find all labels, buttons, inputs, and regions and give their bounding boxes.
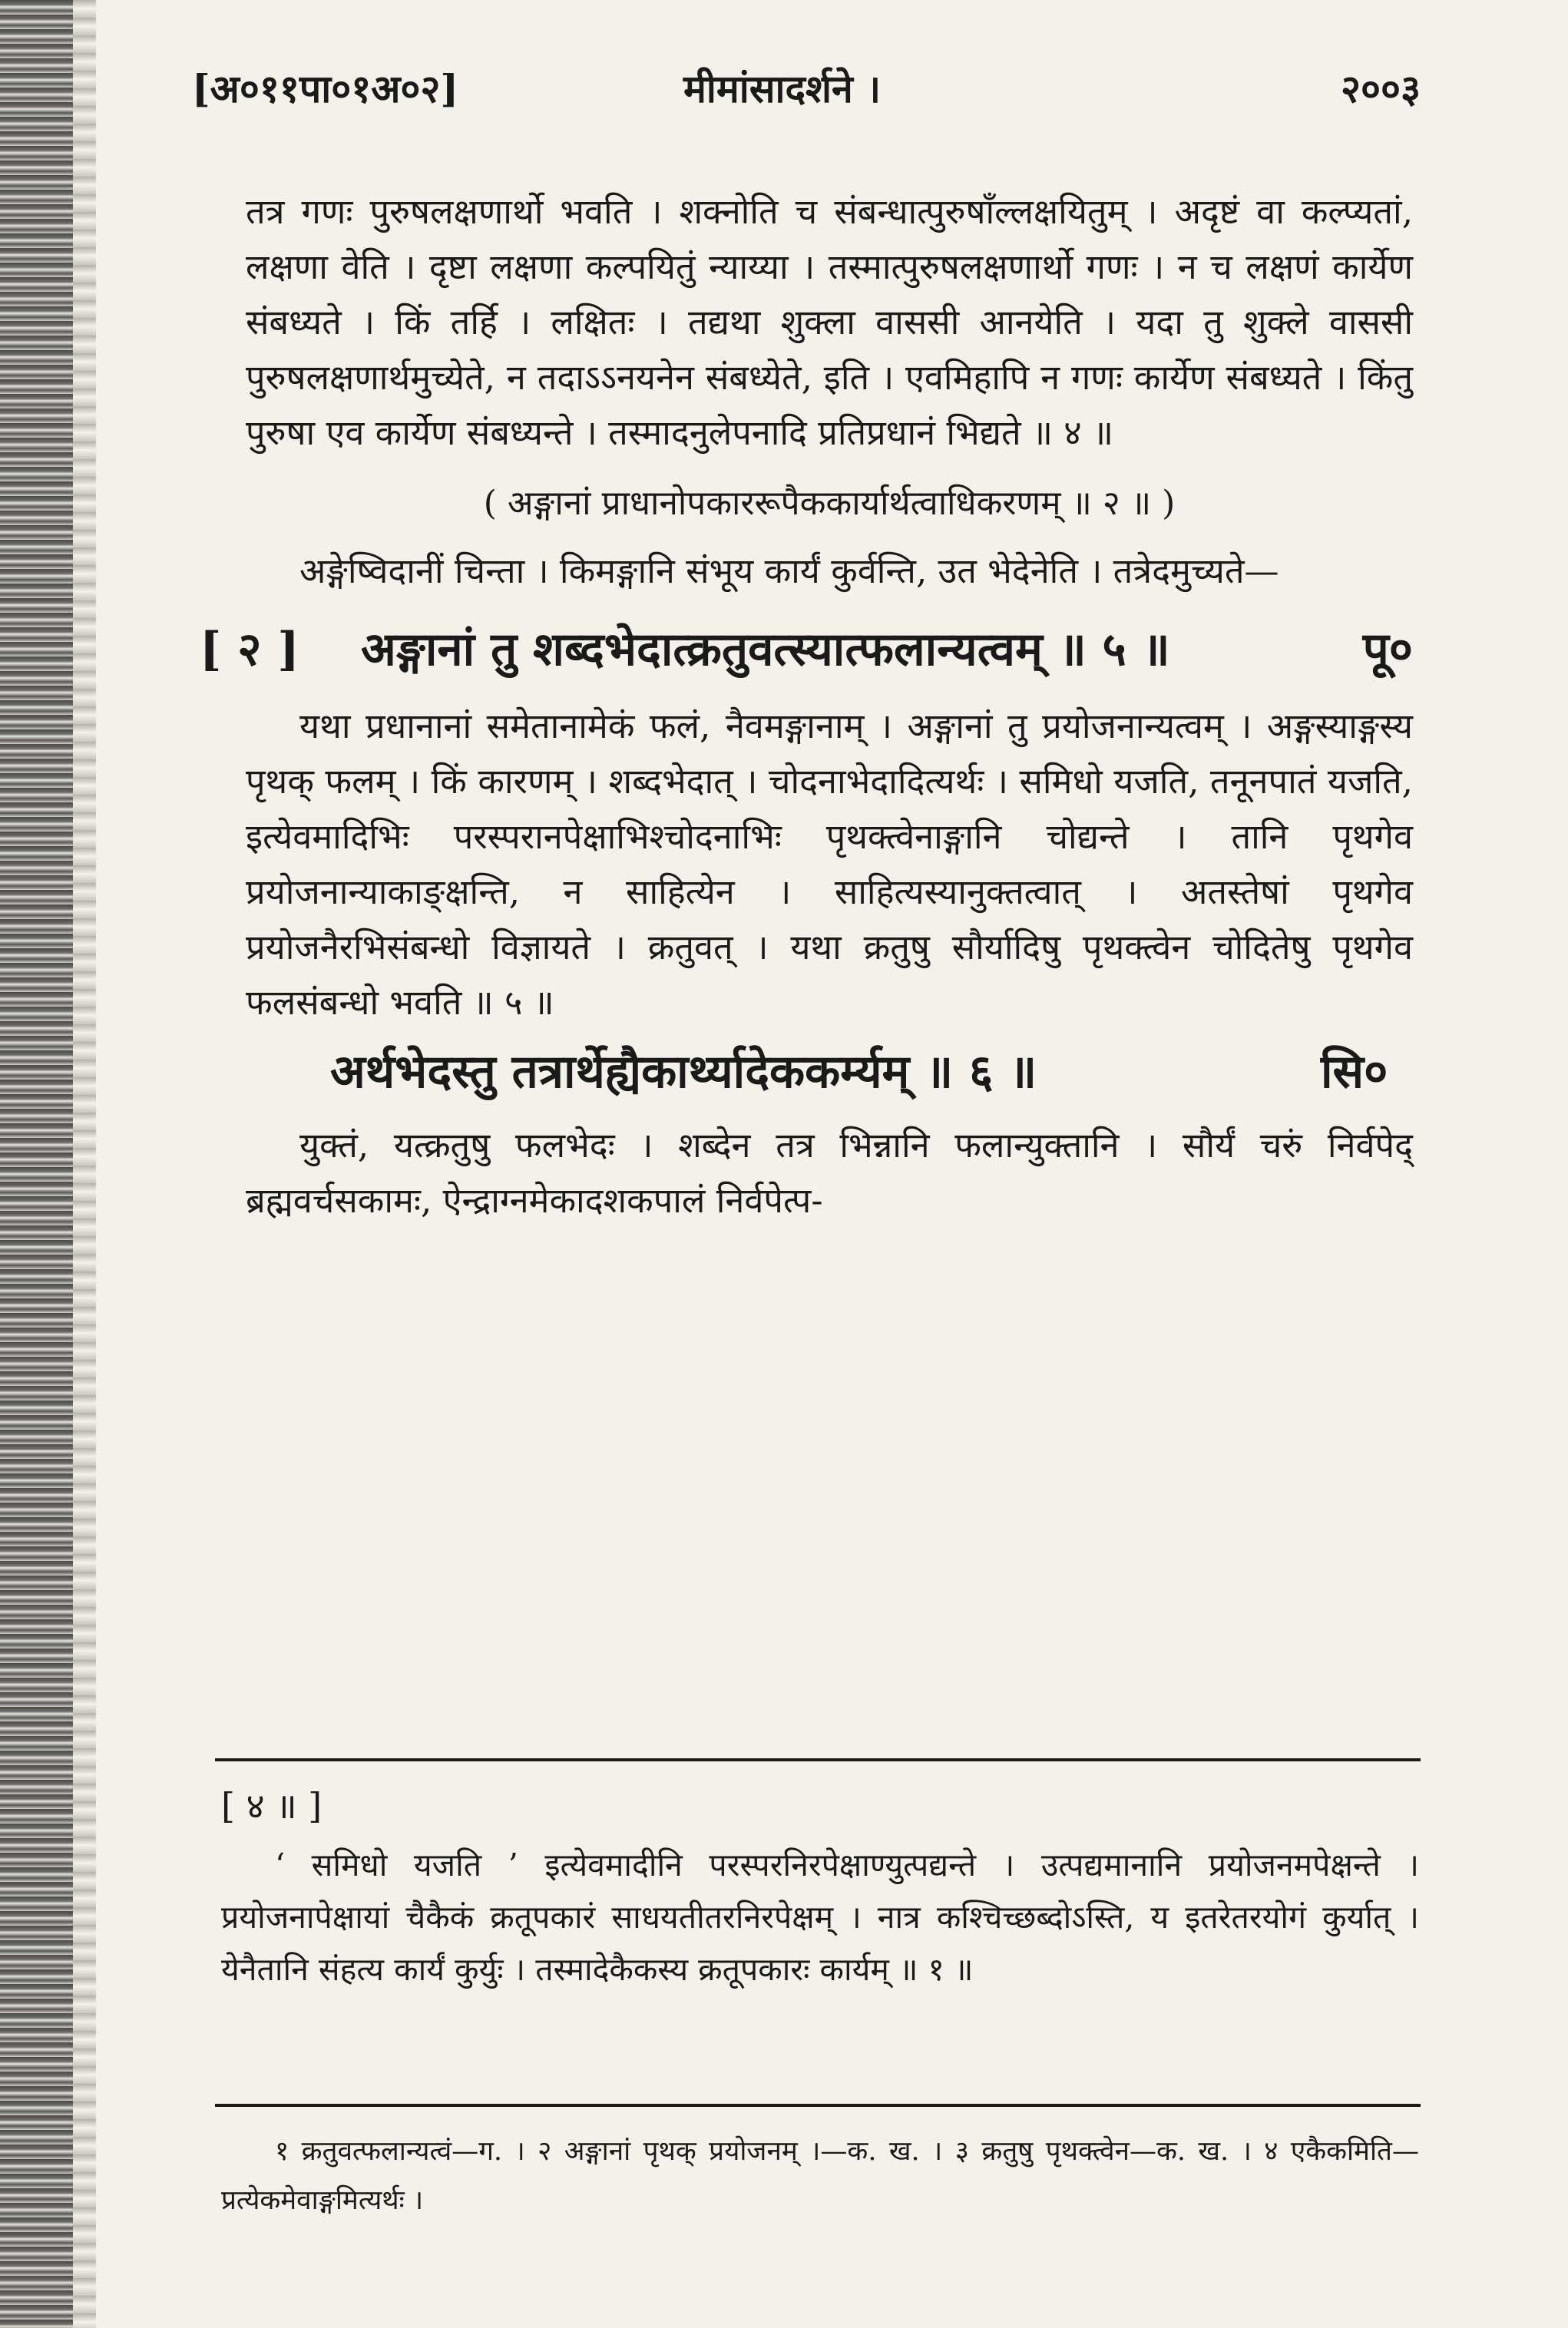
commentary-5: यथा प्रधानानां समेतानामेकं फलं, नैवमङ्गानाम् । अङ्गानां तु प्रयोजनान्यत्वम् । अङ्गस्याङ्गस्य पृथक् फलम् । किं कारणम् । शब्दभेदात् । चोदनाभेदादित्यर्थः । समिधो यजति, तनूनपातं यजति, इत्येवमादिभिः परस्परानपेक्षाभिश्चोदनाभिः पृथक्त्वेनाङ्गानि चोद्यन्ते । तानि पृथगेव प्रयोजनान्याकाङ्क्षन्ति, न साहित्येन । साहित्यस्यानुक्तत्वात् । अतस्तेषां पृथगेव प्रयोजनैरभिसंबन्धो विज्ञायते । क्रतुवत् । यथा क्रतुषु सौर्यादिषु पृथक्त्वेन चोदितेषु पृथगेव फलसंबन्धो भवति ॥ ५ ॥	[246, 706, 1413, 1023]
intro-paragraph: अङ्गेष्विदानीं चिन्ता । किमङ्गानि संभूय कार्यं कुर्वन्ति, उत भेदेनेति । तत्रेदमुच्यते—	[299, 551, 1279, 591]
section-title: ( अङ्गानां प्राधानोपकाररूपैककार्यार्थत्वाधिकरणम् ॥ २ ॥ )	[483, 484, 1176, 523]
note-label: [ ४ ॥ ]	[221, 1785, 323, 1827]
footnotes-text: १ क्रतुवत्फलान्यत्वं—ग. । २ अङ्गानां पृथक् प्रयोजनम् ।—क. ख. । ३ क्रतुषु पृथक्त्वेन—क. ख. । ४ एकैकमिति—प्रत्येकमेवाङ्गमित्यर्थः ।	[221, 2136, 1419, 2216]
header-title: मीमांसादर्शने ।	[683, 66, 882, 111]
footnotes-divider	[215, 2104, 1421, 2107]
running-header	[192, 61, 1421, 131]
sutra-5-number: [ २ ]	[200, 623, 299, 676]
book-spine-shadow	[0, 0, 73, 2328]
sutra-5-text: अङ्गानां तु शब्दभेदात्क्रतुवत्स्यात्फलान्यत्वम् ॥ ५ ॥	[361, 623, 1170, 676]
book-spine-fade	[73, 0, 96, 2328]
notes-divider	[215, 1758, 1421, 1761]
sutra-6-tag: सि०	[1321, 1045, 1388, 1099]
sutra-5-tag: पू०	[1362, 623, 1413, 676]
sutra-6-text: अर्थभेदस्तु तत्रार्थेह्यैकार्थ्यादेककर्म्यम् ॥ ६ ॥	[330, 1045, 1037, 1099]
footnotes-section	[221, 2127, 1419, 2225]
header-section-ref: [अ०११पा०१अ०२]	[192, 66, 459, 111]
page-number: २००३	[1341, 66, 1421, 111]
main-text	[200, 184, 1414, 1228]
commentary-6: युक्तं, यत्क्रतुषु फलभेदः । शब्देन तत्र भिन्नानि फलान्युक्तानि । सौर्यं चरुं निर्वपेद् ब्रह्मवर्चसकामः, ऐन्द्राग्नमेकादशकपालं निर्वपेत्प-	[246, 1125, 1413, 1221]
sutra-6	[246, 1041, 1413, 1110]
note-text: ‘ समिधो यजति ’ इत्येवमादीनि परस्परनिरपेक्षाण्युत्पद्यन्ते । उत्पद्यमानानि प्रयोजनमपेक्षन्ते । प्रयोजनापेक्षायां चैकैकं क्रतूपकारं साधयतीतरनिरपेक्षम् । नात्र कश्चिच्छब्दोऽस्ति, य इतरेतरयोगं कुर्यात् । येनैतानि संहत्य कार्यं कुर्युः । तस्मादेकैकस्य क्रतूपकारः कार्यम् ॥ १ ॥	[221, 1847, 1419, 1988]
paragraph-1: तत्र गणः पुरुषलक्षणार्थो भवति । शक्नोति च संबन्धात्पुरुषाँल्लक्षयितुम् । अदृष्टं वा कल्प्यतां, लक्षणा वेति । दृष्टा लक्षणा कल्पयितुं न्याय्या । तस्मात्पुरुषलक्षणार्थो गणः । न च लक्षणं कार्येण संबध्यते । किं तर्हि । लक्षितः । तद्यथा शुक्ला वाससी आनयेति । यदा तु शुक्ले वाससी पुरुषलक्षणार्थमुच्येते, न तदाऽऽनयनेन संबध्येते, इति । एवमिहापि न गणः कार्येण संबध्यते । किंतु पुरुषा एव कार्येण संबध्यन्ते । तस्मादनुलेपनादि प्रतिप्रधानं भिद्यते ॥ ४ ॥	[246, 191, 1414, 453]
sutra-5	[200, 619, 1413, 688]
notes-section	[221, 1839, 1419, 1996]
